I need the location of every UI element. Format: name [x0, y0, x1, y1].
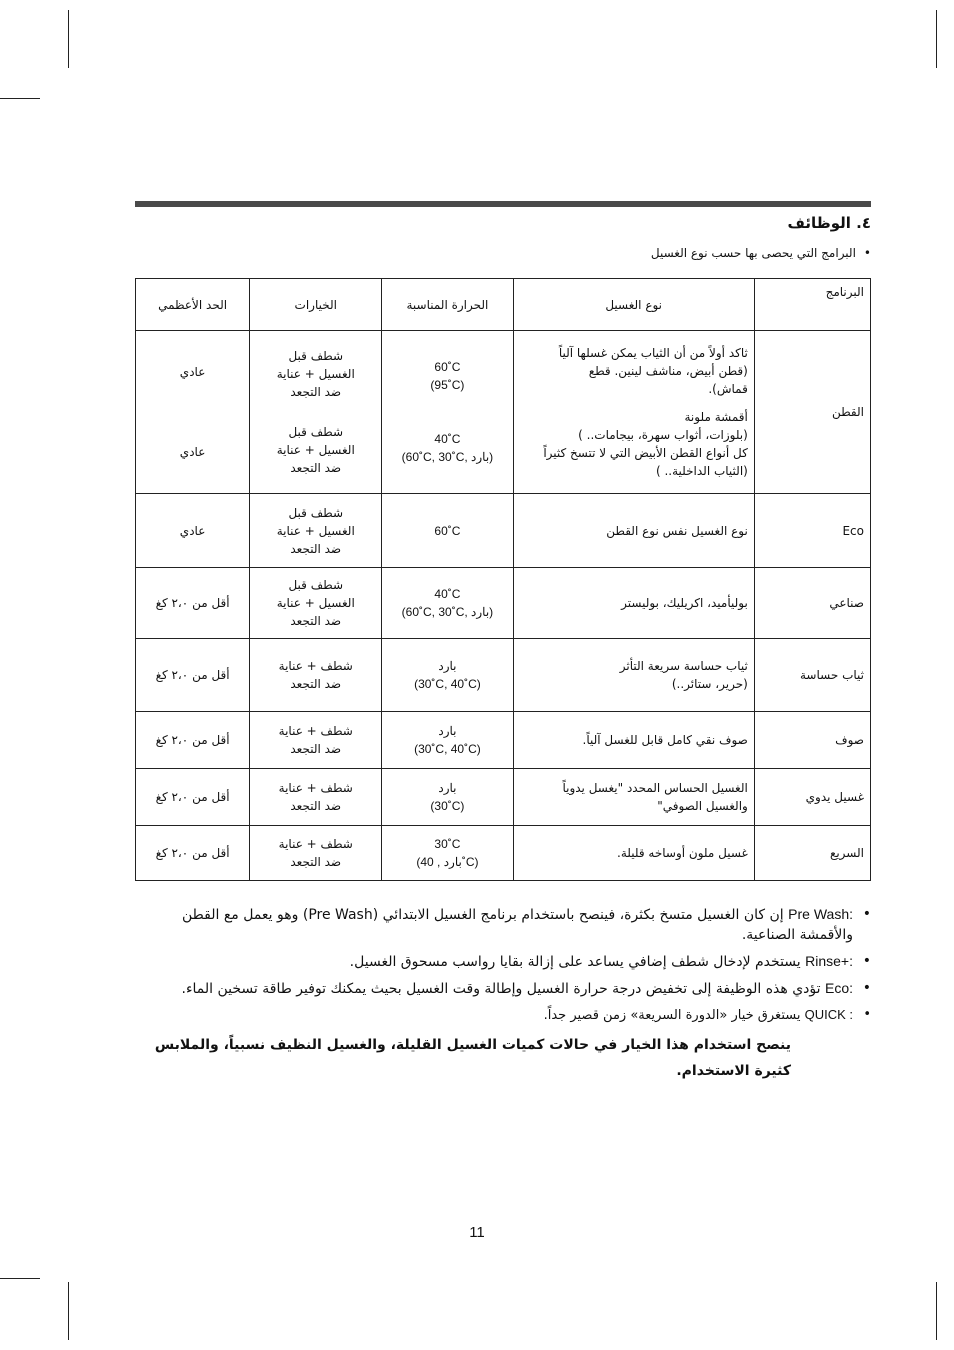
section-rule	[135, 201, 871, 207]
bullet-icon: •	[862, 906, 871, 922]
max-load: أقل من ٢،٠ كغ	[136, 639, 250, 712]
options: شطف قبل الغسيل + عناية ضد التجعد	[250, 568, 382, 639]
max-load: أقل من ٢،٠ كغ	[136, 568, 250, 639]
section-subtitle: •البرامج التي يحصى بها حسب نوع الغسيل	[650, 246, 871, 260]
header-options: الخيارات	[250, 279, 382, 331]
page-number: 11	[469, 1224, 485, 1241]
program-name: Eco	[754, 494, 870, 568]
note-rinse: • Rinse+: يستخدم لإدخال شطف إضافي يساعد على إزالة بقايا رواسب مسحوق الغسيل.	[349, 953, 871, 970]
max-load: أقل من ٢،٠ كغ	[136, 769, 250, 826]
table-row	[136, 769, 871, 826]
program-name: صناعي	[754, 568, 870, 639]
header-type: نوع الغسيل	[513, 279, 754, 331]
notes-list	[131, 904, 871, 1084]
options: شطف + عناية ضد التجعد	[250, 769, 382, 826]
section-title: ٤. الوظائف	[787, 214, 871, 232]
max-load: عادي	[136, 494, 250, 568]
temperature: 40˚C (60˚C, 30˚C, بارد)	[382, 568, 513, 639]
wash-type: نوع الغسيل نفس نوع القطن	[513, 494, 754, 568]
wash-type: ثياب حساسة سريعة التأثر (حرير، ستائر..)	[513, 639, 754, 712]
table-row	[136, 712, 871, 769]
max-load: عادي عادي	[136, 331, 250, 494]
crop-mark	[68, 10, 69, 68]
header-temp: الحرارة المناسبة	[382, 279, 513, 331]
table-row	[136, 568, 871, 639]
bullet-icon: •	[863, 246, 871, 260]
wash-type: بوليأميد، اكريليك، بوليستر	[513, 568, 754, 639]
wash-type: غسيل ملون أوساخه قليلة.	[513, 826, 754, 881]
options: شطف + عناية ضد التجعد	[250, 826, 382, 881]
crop-mark	[936, 10, 937, 68]
bullet-icon: •	[862, 980, 871, 996]
temperature: 30˚C (بارد , 40˚C)	[382, 826, 513, 881]
temperature: بارد (30˚C)	[382, 769, 513, 826]
programs-table	[135, 278, 871, 881]
temperature: بارد (30˚C, 40˚C)	[382, 712, 513, 769]
header-load: الحد الأعظمي	[136, 279, 250, 331]
bullet-icon: •	[863, 1007, 871, 1022]
crop-mark	[0, 1278, 40, 1279]
wash-type: صوف نقي كامل قابل للغسل آلياً.	[513, 712, 754, 769]
crop-mark	[0, 98, 40, 99]
wash-type: الغسيل الحساس المحدد "يغسل يدوياً والغسيل الصوفي"	[513, 769, 754, 826]
table-row	[136, 826, 871, 881]
header-program: البرنامج	[754, 279, 870, 331]
program-name: القطن	[754, 331, 870, 494]
max-load: أقل من ٢،٠ كغ	[136, 826, 250, 881]
crop-mark	[936, 1282, 937, 1340]
temperature: 60˚C (95˚C) 40˚C (60˚C, 30˚C, بارد)	[382, 331, 513, 494]
temperature: 60˚C	[382, 494, 513, 568]
table-row	[136, 639, 871, 712]
options: شطف قبل الغسيل + عناية ضد التجعد شطف قبل الغسيل + عناية ضد التجعد	[250, 331, 382, 494]
options: شطف + عناية ضد التجعد	[250, 712, 382, 769]
options: شطف + عناية ضد التجعد	[250, 639, 382, 712]
max-load: أقل من ٢،٠ كغ	[136, 712, 250, 769]
options: شطف قبل الغسيل + عناية ضد التجعد	[250, 494, 382, 568]
bullet-icon: •	[862, 953, 871, 969]
program-name: صوف	[754, 712, 870, 769]
crop-mark	[68, 1282, 69, 1340]
temperature: بارد (30˚C, 40˚C)	[382, 639, 513, 712]
note-quick: • QUICK : يستغرق خيار «الدورة السريعة» زمن قصير جداً.	[543, 1007, 871, 1023]
note-eco: • Eco: تؤدي هذه الوظيفة إلى تخفيض درجة حرارة الغسيل وإطالة وقت الغسيل بحيث يمكنك توفير طاقة تسخين الماء.	[181, 980, 871, 997]
table-row	[136, 494, 871, 568]
program-name: غسيل يدوي	[754, 769, 870, 826]
program-name: ثياب حساسة	[754, 639, 870, 712]
program-name: السريع	[754, 826, 870, 881]
wash-type: ثاكد أولاً من أن الثياب يمكن غسلها آلياً (قطن أبيض، مناشف لينين. قطع قماش). أقمشة ملونة (بلوزات، أثواب سهرة، بيجامات.. ) كل أنواع القطن الأبيض التي لا تتسخ كثيراً (الثياب الداخلية.. )	[513, 331, 754, 494]
note-prewash: • Pre Wash: إن كان الغسيل متسخ بكثرة، فينصح باستخدام برنامج الغسيل الابتدائي (Pre Wash) وهو يعمل مع القطن والأقمشة الصناعية.	[181, 906, 871, 943]
note-quick-detail: ينصح استخدام هذا الخيار في حالات كميات الغسيل القليلة، والغسيل النظيف نسبياً، والملابس كثيرة الاستخدام.	[154, 1037, 791, 1079]
table-row	[136, 331, 871, 494]
